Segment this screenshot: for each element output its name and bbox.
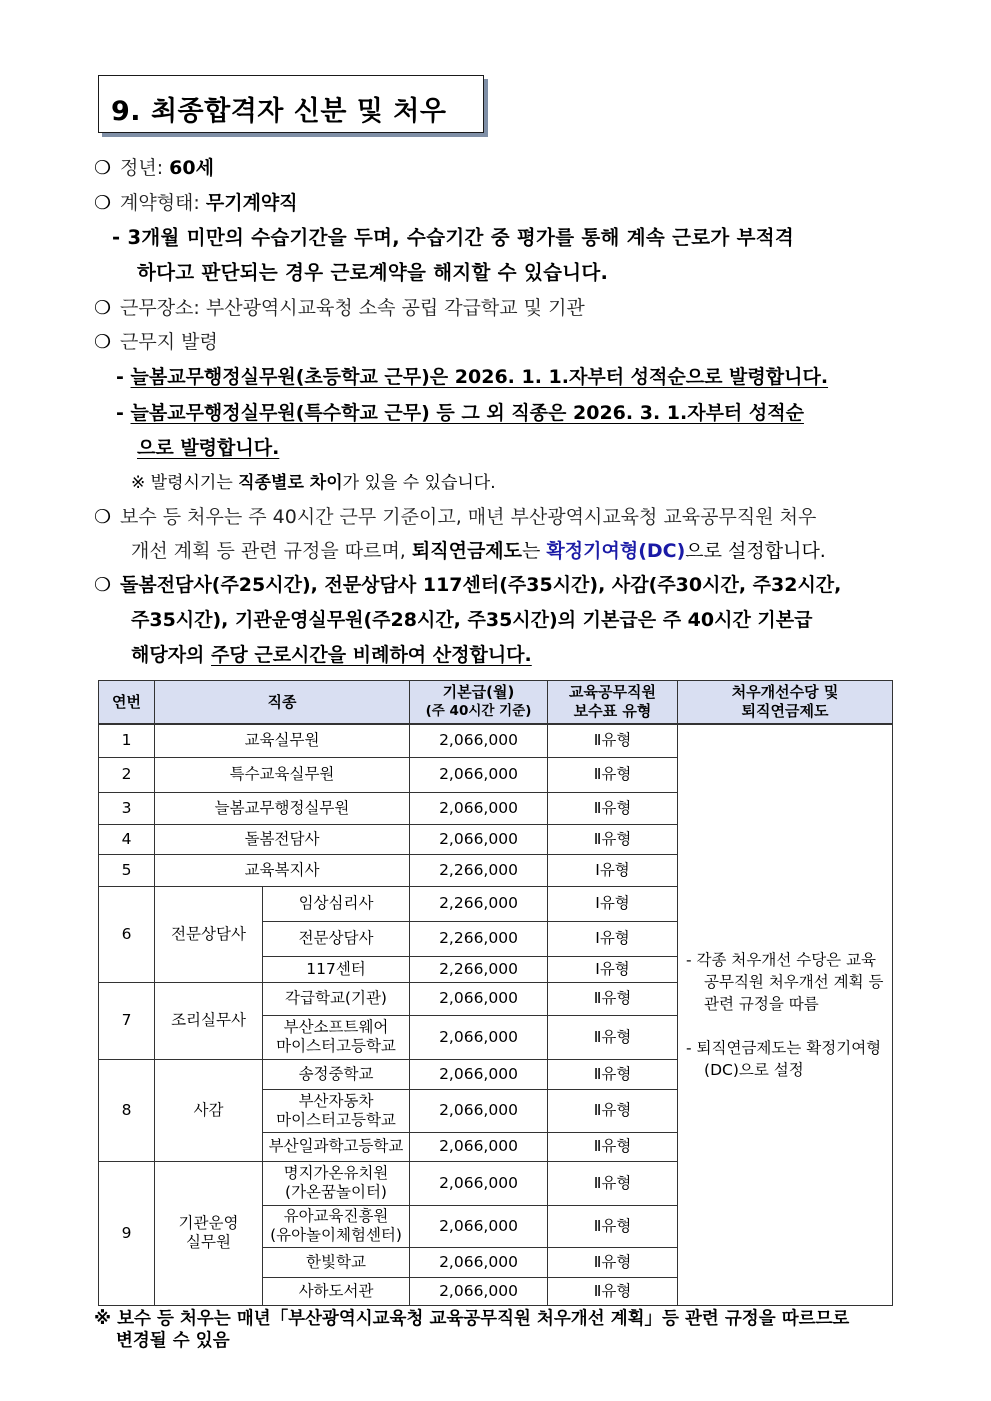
- assignment-note-2a: - 늘봄교무행정실무원(특수학교 근무) 등 그 외 직종은 2026. 3. 1.자부터 성적순: [116, 402, 804, 424]
- bullet-circle-icon: ❍: [94, 331, 112, 353]
- table-row: 6 전문상담사 임상심리사 2,266,000 Ⅰ유형: [99, 886, 893, 921]
- timing-note: ※ 발령시기는 직종별로 차이가 있을 수 있습니다.: [131, 473, 496, 493]
- section-title: 9. 최종합격자 신분 및 처우: [111, 96, 447, 127]
- table-row: 사하도서관 2,066,000 Ⅱ유형: [99, 1277, 893, 1305]
- pay-line-1: ❍ 보수 등 처우는 주 40시간 근무 기준이고, 매년 부산광역시교육청 교육공무직원 처우: [94, 503, 816, 531]
- header-benefit: 처우개선수당 및 퇴직연금제도: [678, 681, 893, 725]
- table-row: 부산일과학고등학교 2,066,000 Ⅱ유형: [99, 1132, 893, 1161]
- table-header-row: [99, 681, 893, 725]
- footnote: ※ 보수 등 처우는 매년「부산광역시교육청 교육공무직원 처우개선 계획」등 관련 규정을 따르므로 변경될 수 있음: [94, 1309, 850, 1351]
- pay-line-2: 개선 계획 등 관련 규정을 따르며, 퇴직연금제도는 확정기여형(DC)으로 설정합니다.: [131, 540, 826, 562]
- salary-table: [98, 680, 893, 1306]
- benefit-note-cell: [678, 724, 893, 1305]
- benefit-note-1: - 각종 처우개선 수당은 교육공무직원 처우개선 계획 등 관련 규정을 따름: [686, 950, 884, 1013]
- header-pay: 기본급(월) (주 40시간 기준): [410, 681, 548, 725]
- header-job: 직종: [155, 681, 410, 725]
- section-title-box: [98, 75, 484, 133]
- table-row: 7 조리실무사 각급학교(기관) 2,066,000 Ⅱ유형: [99, 982, 893, 1015]
- partial-line-2: 주35시간), 기관운영실무원(주28시간, 주35시간)의 기본급은 주 40시간 기본급: [131, 609, 813, 631]
- table-row: 한빛학교 2,066,000 Ⅱ유형: [99, 1247, 893, 1277]
- table-row: 1 교육실무원 2,066,000 Ⅱ유형 - 각종 처우개선 수당은 교육공무직원 처우개선 계획 등 관련 규정을 따름 - 퇴직연금제도는 확정기여형(DC)으로 설정: [99, 724, 893, 757]
- contract-note-1: - 3개월 미만의 수습기간을 두며, 수습기간 중 평가를 통해 계속 근로가 부적격: [112, 226, 795, 249]
- table-row: 부산소프트웨어 마이스터고등학교 2,066,000 Ⅱ유형: [99, 1015, 893, 1059]
- bullet-circle-icon: ❍: [94, 574, 112, 596]
- table-row: 3 늘봄교무행정실무원 2,066,000 Ⅱ유형: [99, 792, 893, 824]
- table-row: 유아교육진흥원 (유아놀이체험센터) 2,066,000 Ⅱ유형: [99, 1205, 893, 1247]
- workplace-line: ❍ 근무장소: 부산광역시교육청 소속 공립 각급학교 및 기관: [94, 294, 585, 322]
- table-row: 9 기관운영 실무원 명지가온유치원 (가온꿈놀이터) 2,066,000 Ⅱ유형: [99, 1161, 893, 1205]
- assignment-note-1: - 늘봄교무행정실무원(초등학교 근무)은 2026. 1. 1.자부터 성적순으로 발령합니다.: [116, 366, 829, 388]
- bullet-circle-icon: ❍: [94, 506, 112, 528]
- header-no: 연번: [99, 681, 155, 725]
- header-type: 교육공무직원 보수표 유형: [548, 681, 678, 725]
- bullet-circle-icon: ❍: [94, 297, 112, 319]
- assignment-line: ❍ 근무지 발령: [94, 328, 218, 356]
- bullet-circle-icon: ❍: [94, 192, 112, 214]
- retirement-line: ❍ 정년: 60세: [94, 154, 214, 182]
- table-row: 부산자동차 마이스터고등학교 2,066,000 Ⅱ유형: [99, 1089, 893, 1132]
- bullet-circle-icon: ❍: [94, 157, 112, 179]
- table-row: 8 사감 송정중학교 2,066,000 Ⅱ유형: [99, 1059, 893, 1089]
- table-row: 전문상담사 2,266,000 Ⅰ유형: [99, 921, 893, 956]
- partial-line-3: 해당자의 주당 근로시간을 비례하여 산정합니다.: [131, 644, 532, 666]
- dc-highlight: 확정기여형(DC): [546, 540, 686, 562]
- contract-line: ❍ 계약형태: 무기계약직: [94, 189, 298, 217]
- assignment-note-2b: 으로 발령합니다.: [137, 437, 280, 459]
- table-row: 4 돌봄전담사 2,066,000 Ⅱ유형: [99, 824, 893, 854]
- benefit-note-2: - 퇴직연금제도는 확정기여형(DC)으로 설정: [686, 1038, 882, 1079]
- contract-note-2: 하다고 판단되는 경우 근로계약을 해지할 수 있습니다.: [137, 261, 609, 284]
- table-row: 117센터 2,266,000 Ⅰ유형: [99, 956, 893, 982]
- table-row: 2 특수교육실무원 2,066,000 Ⅱ유형: [99, 757, 893, 792]
- partial-line-1: ❍ 돌봄전담사(주25시간), 전문상담사 117센터(주35시간), 사감(주30시간, 주32시간,: [94, 571, 841, 599]
- table-row: 5 교육복지사 2,266,000 Ⅰ유형: [99, 854, 893, 886]
